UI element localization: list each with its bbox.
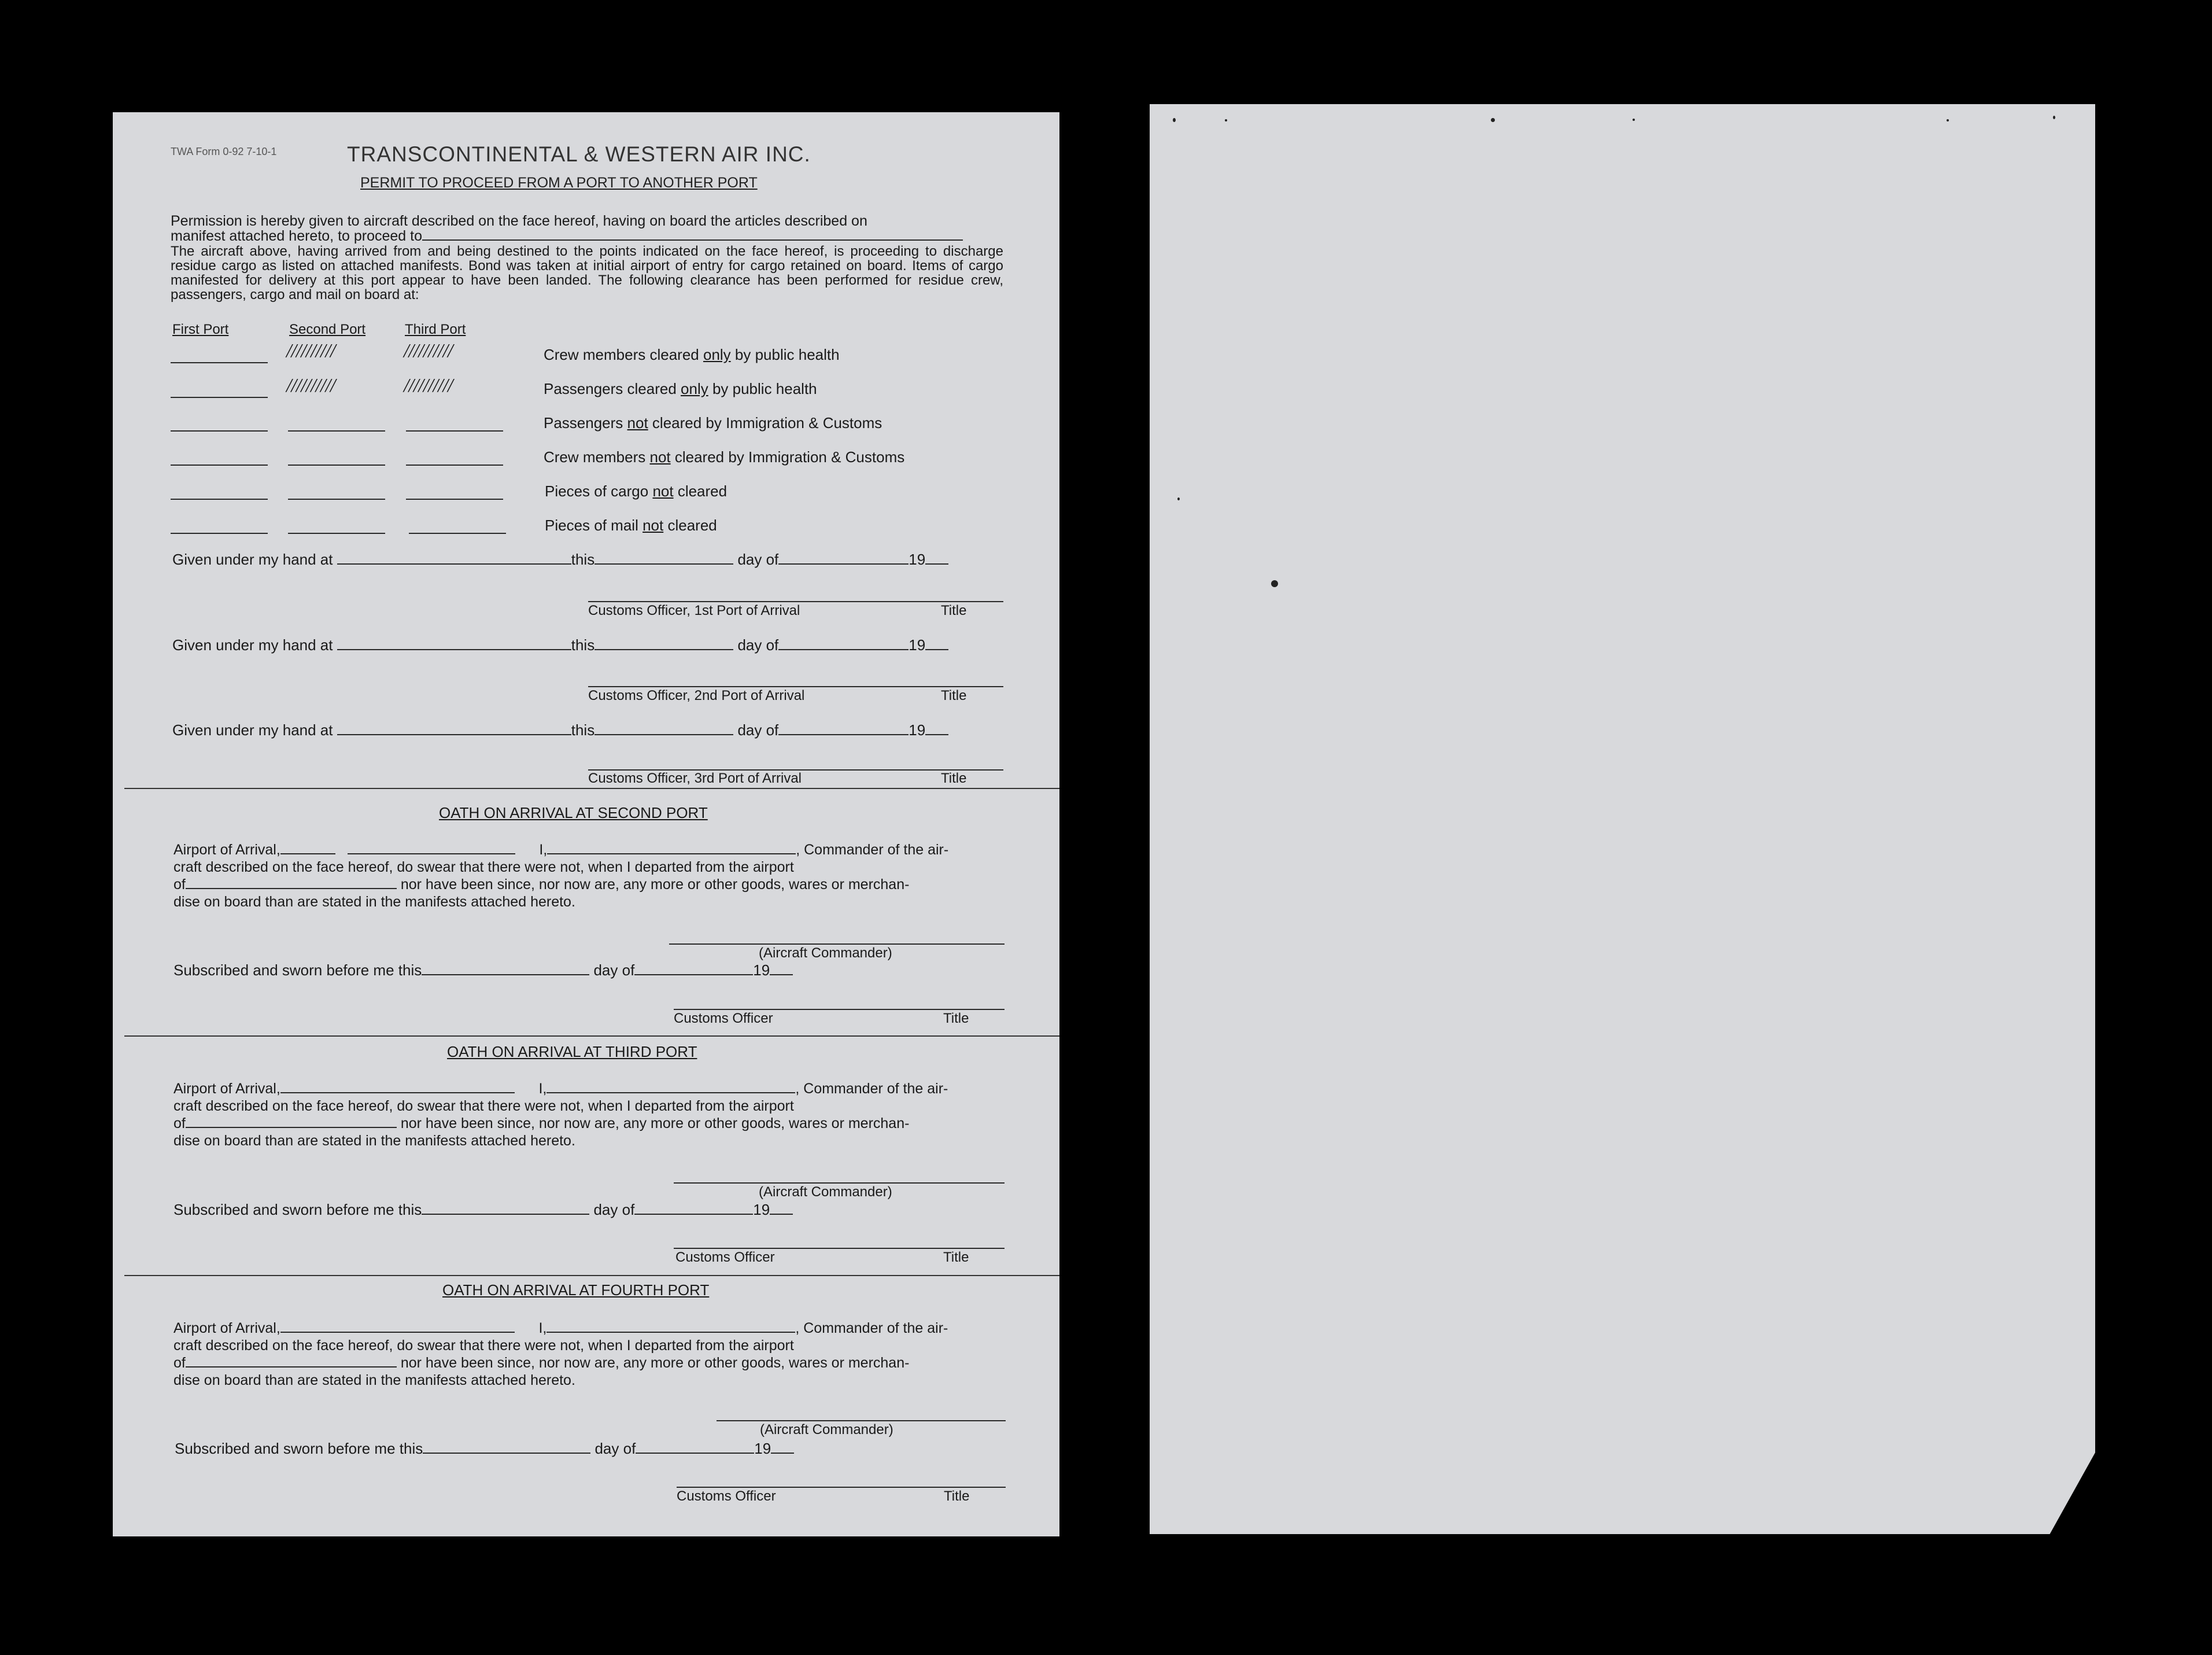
- oath4-subscribed: Subscribed and sworn before me this: [175, 1440, 423, 1457]
- oath3-name-blank[interactable]: [546, 1081, 795, 1093]
- oath4-line2: craft described on the face hereof, do swear that there were not, when I departed from the airport: [173, 1337, 794, 1354]
- given-this-3: this: [571, 721, 595, 739]
- officer3-title: Title: [941, 771, 967, 786]
- intro-line-2-text: manifest attached hereto, to proceed to: [171, 228, 422, 244]
- oath3-i: I,: [538, 1081, 547, 1097]
- oath2-airport-blank-b[interactable]: [348, 842, 515, 854]
- row2-pre: Passengers cleared: [544, 380, 681, 397]
- row5-label: [545, 482, 727, 500]
- oath2-line3-rest: nor have been since, nor now are, any more or other goods, wares or merchan-: [400, 876, 910, 893]
- given-day-blank-3[interactable]: [778, 723, 909, 735]
- oath4-year-blank[interactable]: [771, 1441, 794, 1454]
- oath3-year-blank[interactable]: [770, 1202, 793, 1215]
- row3-post: cleared by Immigration & Customs: [648, 414, 882, 432]
- oath4-of: of: [173, 1355, 186, 1371]
- scan-speck: [1271, 580, 1278, 587]
- oath2-airport-label: Airport of Arrival,: [173, 842, 280, 858]
- row6-label: [545, 517, 717, 535]
- row4-pre: Crew members: [544, 448, 650, 466]
- oath3-day-blank[interactable]: [634, 1202, 753, 1215]
- row6-post: cleared: [663, 517, 717, 534]
- given-day-blank-2[interactable]: [778, 637, 909, 650]
- oath4-line3-rest: nor have been since, nor now are, any more or other goods, wares or merchan-: [400, 1355, 910, 1371]
- row3-pre: Passengers: [544, 414, 627, 432]
- row2-em: only: [681, 380, 708, 397]
- given-dayof-3: day of: [737, 721, 779, 739]
- given-label-3: Given under my hand at: [172, 721, 333, 739]
- oath2-airport-blank[interactable]: [280, 842, 335, 854]
- row5-em: not: [652, 482, 674, 500]
- oath3-airport-blank[interactable]: [280, 1081, 515, 1093]
- destination-blank[interactable]: [422, 228, 963, 241]
- given-this-blank-2[interactable]: [594, 637, 733, 650]
- oath4-line1: [173, 1319, 1006, 1337]
- given-day-blank-1[interactable]: [778, 552, 909, 565]
- oath4-line4: dise on board than are stated in the manifests attached hereto.: [173, 1372, 575, 1388]
- row6-em: not: [642, 517, 664, 534]
- oath-third-port-body: [173, 1080, 1006, 1149]
- oath2-subscribed-blank[interactable]: [422, 963, 589, 975]
- section-divider-3: [124, 1275, 1059, 1276]
- row5-first-blank[interactable]: [171, 499, 268, 500]
- oath-fourth-port-body: [173, 1319, 1006, 1389]
- row1-label: [544, 346, 840, 364]
- oath4-line3: [173, 1354, 1006, 1372]
- oath3-of-blank[interactable]: [186, 1115, 397, 1128]
- row4-third-blank[interactable]: [406, 465, 503, 466]
- given-year-2: 19: [909, 636, 926, 654]
- row5-second-blank[interactable]: [288, 499, 385, 500]
- company-title: TRANSCONTINENTAL & WESTERN AIR INC.: [347, 142, 811, 166]
- oath3-commander-label: (Aircraft Commander): [759, 1184, 892, 1200]
- oath4-name-blank[interactable]: [546, 1320, 795, 1333]
- row2-first-blank[interactable]: [171, 397, 268, 398]
- row1-post: by public health: [730, 346, 840, 363]
- oath2-commander-line[interactable]: [669, 943, 1005, 945]
- given-dayof-1: day of: [737, 551, 779, 568]
- oath4-subscribed-blank[interactable]: [423, 1441, 590, 1454]
- row3-first-blank[interactable]: [171, 430, 268, 432]
- oath3-line4: dise on board than are stated in the manifests attached hereto.: [173, 1133, 575, 1149]
- oath4-commander-label: (Aircraft Commander): [760, 1422, 893, 1437]
- given-year-blank-1[interactable]: [925, 552, 948, 565]
- given-this-2: this: [571, 636, 595, 654]
- scan-speck: [1947, 119, 1949, 121]
- scan-speck: [2053, 116, 2055, 119]
- intro-body: The aircraft above, having arrived from and being destined to the points indicated on the face hereof, is proceeding to discharge residue cargo as listed on attached manifests. Bond was taken at initial airport of entry for cargo retained on board. Items of cargo manifested for delivery at this port appear to have been landed. The following clearance has been performed for residue crew, passengers, cargo and mail on board at:: [171, 244, 1003, 303]
- given-label-1: Given under my hand at: [172, 551, 333, 568]
- permit-subtitle: PERMIT TO PROCEED FROM A PORT TO ANOTHER PORT: [360, 175, 758, 191]
- scan-speck: [1491, 118, 1495, 122]
- row1-pre: Crew members cleared: [544, 346, 703, 363]
- scan-speck: [1177, 497, 1180, 500]
- scan-speck: [1173, 118, 1176, 122]
- row3-label: [544, 414, 882, 432]
- officer2-signature-line[interactable]: [588, 686, 1003, 687]
- form-number: TWA Form 0-92 7-10-1: [171, 146, 277, 157]
- scan-speck: [1633, 119, 1635, 121]
- oath2-day-blank[interactable]: [634, 963, 753, 975]
- oath2-line1: [173, 841, 1006, 858]
- given-year-blank-3[interactable]: [925, 723, 948, 735]
- oath3-year: 19: [753, 1201, 770, 1218]
- row1-em: only: [703, 346, 731, 363]
- given-place-blank-2[interactable]: [337, 637, 571, 650]
- oath4-airport-blank[interactable]: [280, 1320, 515, 1333]
- intro-line-2: [171, 228, 963, 245]
- oath4-year: 19: [754, 1440, 771, 1457]
- row5-third-blank[interactable]: [406, 499, 503, 500]
- oath4-officer-line[interactable]: [677, 1487, 1006, 1488]
- officer2-label: Customs Officer, 2nd Port of Arrival: [588, 688, 805, 703]
- oath-second-port-heading: OATH ON ARRIVAL AT SECOND PORT: [439, 804, 708, 821]
- oath2-commander-label: (Aircraft Commander): [759, 945, 892, 961]
- row6-pre: Pieces of mail: [545, 517, 643, 534]
- given-this-blank-1[interactable]: [594, 552, 733, 565]
- oath3-commander: , Commander of the air-: [795, 1081, 948, 1097]
- oath3-officer-label: Customs Officer: [675, 1249, 775, 1265]
- oath3-of: of: [173, 1115, 186, 1131]
- column-third-port: Third Port: [405, 322, 466, 337]
- officer2-title: Title: [941, 688, 967, 703]
- oath2-subscribed-line: [173, 961, 793, 979]
- row4-post: cleared by Immigration & Customs: [670, 448, 905, 466]
- section-divider-1: [124, 788, 1059, 789]
- given-line-1: [172, 551, 948, 569]
- oath2-year: 19: [753, 961, 770, 979]
- oath-second-port-body: [173, 841, 1006, 911]
- oath3-subscribed-blank[interactable]: [422, 1202, 589, 1215]
- oath4-i: I,: [538, 1320, 547, 1336]
- oath4-of-blank[interactable]: [186, 1355, 397, 1368]
- row5-post: cleared: [673, 482, 728, 500]
- given-year-1: 19: [909, 551, 926, 568]
- officer1-signature-line[interactable]: [588, 601, 1003, 602]
- oath3-line1: [173, 1080, 1006, 1097]
- row2-third-hatch: //////////: [404, 375, 453, 396]
- given-place-blank-3[interactable]: [337, 723, 571, 735]
- oath2-line3: [173, 876, 1006, 893]
- section-divider-2: [124, 1035, 1059, 1037]
- officer1-title: Title: [941, 603, 967, 618]
- given-line-2: [172, 636, 948, 654]
- row6-second-blank[interactable]: [288, 533, 385, 534]
- row6-third-blank[interactable]: [409, 533, 506, 534]
- row4-second-blank[interactable]: [288, 465, 385, 466]
- oath-fourth-port-heading: OATH ON ARRIVAL AT FOURTH PORT: [442, 1281, 710, 1299]
- row1-third-hatch: //////////: [404, 340, 453, 362]
- row2-second-hatch: //////////: [286, 375, 335, 396]
- given-year-3: 19: [909, 721, 926, 739]
- given-this-1: this: [571, 551, 595, 568]
- oath2-line2: craft described on the face hereof, do swear that there were not, when I departed from the airport: [173, 859, 794, 875]
- row3-em: not: [627, 414, 648, 432]
- oath4-commander: , Commander of the air-: [795, 1320, 948, 1336]
- form-left-page: [113, 112, 1059, 1536]
- oath-third-port-heading: OATH ON ARRIVAL AT THIRD PORT: [447, 1043, 697, 1060]
- oath2-of-blank[interactable]: [186, 876, 397, 889]
- row2-post: by public health: [708, 380, 817, 397]
- intro-line-1: Permission is hereby given to aircraft described on the face hereof, having on board the articles described on: [171, 213, 867, 229]
- oath4-dayof: day of: [594, 1440, 636, 1457]
- oath2-subscribed: Subscribed and sworn before me this: [173, 961, 422, 979]
- oath2-name-blank[interactable]: [547, 842, 796, 854]
- oath3-officer-line[interactable]: [674, 1248, 1005, 1249]
- oath2-i: I,: [539, 842, 548, 858]
- oath2-of: of: [173, 876, 186, 893]
- row4-first-blank[interactable]: [171, 465, 268, 466]
- given-line-3: [172, 721, 948, 739]
- oath4-commander-line[interactable]: [717, 1420, 1006, 1421]
- row3-second-blank[interactable]: [288, 430, 385, 432]
- oath2-line4: dise on board than are stated in the manifests attached hereto.: [173, 894, 575, 910]
- row5-pre: Pieces of cargo: [545, 482, 653, 500]
- oath3-officer-title: Title: [943, 1249, 969, 1265]
- row1-second-hatch: //////////: [286, 340, 335, 362]
- oath3-commander-line[interactable]: [674, 1182, 1005, 1184]
- oath2-officer-title: Title: [943, 1011, 969, 1026]
- row6-first-blank[interactable]: [171, 533, 268, 534]
- given-place-blank-1[interactable]: [337, 552, 571, 565]
- row3-third-blank[interactable]: [406, 430, 503, 432]
- oath4-officer-title: Title: [944, 1488, 970, 1504]
- row1-first-blank[interactable]: [171, 362, 268, 363]
- officer1-label: Customs Officer, 1st Port of Arrival: [588, 603, 800, 618]
- oath2-officer-line[interactable]: [674, 1009, 1005, 1010]
- oath3-line3: [173, 1115, 1006, 1132]
- form-right-page-blank: [1150, 104, 2095, 1534]
- given-year-blank-2[interactable]: [925, 637, 948, 650]
- given-this-blank-3[interactable]: [594, 723, 733, 735]
- row4-em: not: [649, 448, 671, 466]
- oath4-officer-label: Customs Officer: [677, 1488, 776, 1504]
- column-second-port: Second Port: [289, 322, 366, 337]
- oath3-line3-rest: nor have been since, nor now are, any more or other goods, wares or merchan-: [400, 1115, 910, 1131]
- oath3-subscribed: Subscribed and sworn before me this: [173, 1201, 422, 1218]
- column-first-port: First Port: [172, 322, 229, 337]
- oath3-dayof: day of: [593, 1201, 635, 1218]
- oath3-line2: craft described on the face hereof, do swear that there were not, when I departed from the airport: [173, 1098, 794, 1114]
- given-dayof-2: day of: [737, 636, 779, 654]
- oath3-subscribed-line: [173, 1201, 793, 1219]
- row2-label: [544, 380, 817, 398]
- oath4-day-blank[interactable]: [636, 1441, 754, 1454]
- oath4-airport-label: Airport of Arrival,: [173, 1320, 280, 1336]
- oath2-year-blank[interactable]: [770, 963, 793, 975]
- oath2-officer-label: Customs Officer: [674, 1011, 773, 1026]
- scan-speck: [1225, 119, 1227, 121]
- oath2-commander: , Commander of the air-: [796, 842, 949, 858]
- row4-label: [544, 448, 904, 466]
- oath4-subscribed-line: [175, 1440, 794, 1458]
- oath3-airport-label: Airport of Arrival,: [173, 1081, 280, 1097]
- oath2-dayof: day of: [593, 961, 635, 979]
- officer3-label: Customs Officer, 3rd Port of Arrival: [588, 771, 802, 786]
- given-label-2: Given under my hand at: [172, 636, 333, 654]
